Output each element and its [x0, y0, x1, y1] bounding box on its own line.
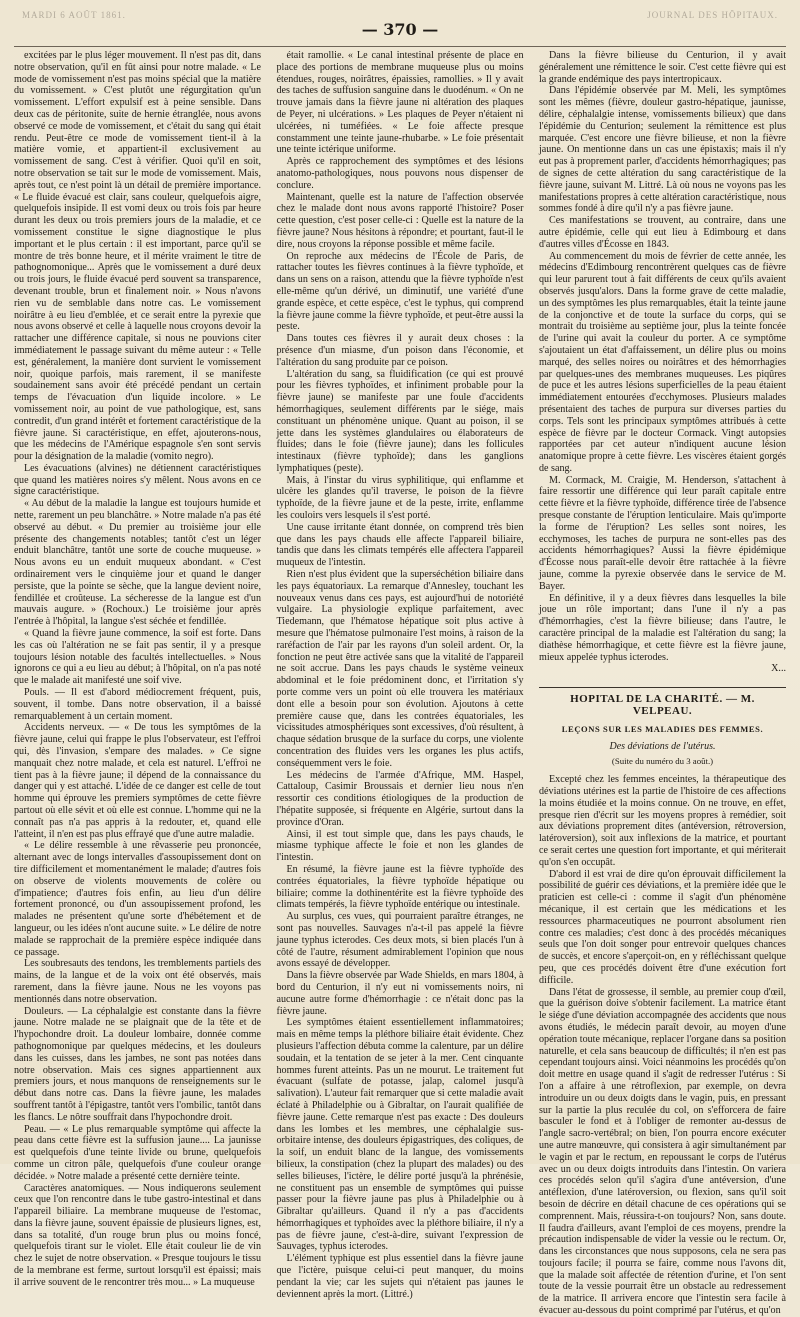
paragraph: Peau. — « Le plus remarquable symptôme qui affecte la peau dans cette fièvre est la suffusion jaune.... La jaunisse est quelquefois d'une teinte livide ou brune, quelquefois comme un citron pâle, quelquefois d'une couleur orange décidée. » Notre malade a présenté cette dernière teinte. [14, 1123, 261, 1182]
paragraph: Ainsi, il est tout simple que, dans les pays chauds, le miasme typhique affecte le foie et non les glandes de l'intestin. [276, 828, 524, 864]
paragraph: Après ce rapprochement des symptômes et des lésions anatomo-pathologiques, nous pouvons nous dispenser de conclure. [276, 156, 524, 191]
paragraph: L'altération du sang, sa fluidification (ce qui est prouvé pour les fièvres typhoïdes, et infiniment probable pour la fièvre jaune) se manifeste par une foule d'accidents hémorrhagiques, seulement différents par le siége, mais constituant un phénomène unique. Quant au poison, il se jette dans les systèmes glandulaires ou élaborateurs de fluides; dans le foie (fièvre jaune); dans les follicules intestinaux (fièvre typhoïde); dans les ganglions lymphatiques (peste). [276, 368, 524, 474]
paragraph: L'élément typhique est plus essentiel dans la fièvre jaune que l'ictère, puisque celui-ci peut manquer, du moins pendant la vie; car les sujets qui n'étaient pas jaunes le deviennent après la mort. (Littré.) [276, 1253, 524, 1300]
paragraph: Dans l'épidémie observée par M. Meli, les symptômes sont les mêmes (fièvre, douleur gastro-hépatique, jaunisse, délire, céphalalgie intense, vomissements bilieux) que dans l'épidémie du Centurion; seulement la rémittence est plus marquée. C'est encore une fièvre bilieuse, et non la fièvre jaune. On mentionne dans un cas une épistaxis; mais il n'y eut pas à proprement parler, d'accidents hémorrhagiques; pas de signes de cette altération du sang caractéristique de la fièvre jaune, suivant M. Littré. Là où nous ne voyons pas les manifestations propres à cette altération caractéristique, nous sommes fondé à dire qu'il n'y a pas fièvre jaune. [539, 85, 786, 215]
paragraph: Caractères anatomiques. — Nous indiquerons seulement ceux que l'on rencontre dans le tube gastro-intestinal et dans l'appareil biliaire. La membrane muqueuse de l'estomac, dans la fièvre jaune, souvent épaissie de plusieurs lignes, est, dans sa totalité, d'un rouge brun plus ou moins foncé, quelquefois tirant sur le violet. Elle était couleur lie de vin chez le sujet de notre observation. « Presque toujours le tissu de la membrane est ferme, surtout lorsqu'il est épaissi; mais il arrive souvent de le rencontrer très mou... » La muqueuse [14, 1182, 261, 1288]
paragraph: « Quand la fièvre jaune commence, la soif est forte. Dans les cas où l'altération ne se fait pas sentir, il y a presque toujours lésion notable des facultés intellectuelles. » Nous ignorons ce qui a eu lieu au début; à l'hôpital, on n'a pas noté que le malade ait manifesté une soif vive. [14, 628, 261, 687]
paragraph: Les médecins de l'armée d'Afrique, MM. Haspel, Cattaloup, Casimir Broussais et dernier lieu nous n'en ressortir ces conditions étiologiques de la production de l'hépatite supposée, si fréquente en Algérie, surtout dans la province d'Oran. [276, 769, 524, 828]
paragraph: Au surplus, ces vues, qui pourraient paraître étranges, ne sont pas nouvelles. Sauvages n'a-t-il pas appelé la fièvre jaune typhus icterodes. Ces deux mots, si bien placés l'un à côté de l'autre, résument admirablement l'opinion que nous avons essayé de développer. [276, 911, 524, 970]
lecture-body [539, 774, 786, 1317]
bleed-through-text: JOURNAL DES HÔPITAUX. [647, 10, 778, 20]
paragraph: On reproche aux médecins de l'École de Paris, de rattacher toutes les fièvres continues à la fièvre typhoïde, et dans un sens on a raison, attendu que la fièvre typhoïde n'est elle-même qu'un dérivé, un diminutif, une variété d'une grande espèce, et cette espèce, c'est le typhus, qui comprend la fièvre jaune comme la fièvre typhoïde, et peut-être aussi la peste. [276, 250, 524, 333]
paragraph: Les évacuations (alvines) ne détiennent caractéristiques que quand les matières noires s'y mêlent. Nous avons en ce signe caractéristique. [14, 462, 261, 498]
paragraph: Excepté chez les femmes enceintes, la thérapeutique des déviations utérines est la partie de l'histoire de ces affections la moins étudiée et la moins connue. On ne trouve, en effet, presque rien d'écrit sur les moyens propres à remédier, soit aux déviations proprement dites (antéversion, rétroversion, latéroversion), soit aux inflexions de la matrice, et pourtant ce serait certes une question fort importante, et qui mériterait qu'on s'en occupât. [539, 774, 786, 868]
header-rule [14, 46, 786, 47]
paragraph: Pouls. — Il est d'abord médiocrement fréquent, puis, souvent, il tombe. Dans notre observation, il a baissé remarquablement à un certain moment. [14, 687, 261, 722]
lecture-topic: Des déviations de l'utérus. [609, 740, 716, 752]
continued-note: (Suite du numéro du 3 août.) [611, 756, 714, 767]
paragraph: D'abord il est vrai de dire qu'on éprouvait difficilement la possibilité de guérir ces déviations, et la première idée que le praticien est celle-ci : comme il s'agit d'un phénomène mécanique, il est certain que les médications et les ressources pharmaceutiques ne pourront absolument rien contre ces maladies; c'est donc à des procédés mécaniques seuls que l'on doit songer pour entrevoir quelques chances de succès, et encore s'aperçoit-on, en y réfléchissant quelque peu, que ces procédés doivent être d'une exécution fort difficile. [539, 868, 786, 986]
paragraph: Rien n'est plus évident que la superséchétion biliaire dans les pays équatoriaux. La remarque d'Annesley, touchant les nouveaux venus dans ces pays, est aujourd'hui de notoriété vulgaire. La physiologie explique parfaitement, avec Tiedemann, que l'hématose hépatique soit plus active à mesure que l'hématose pulmonaire l'est moins, à raison de la raréfaction de l'air par les rayons d'un soleil ardent. Or, la fonction ne peut être activée sans que la vitalité de l'appareil ne soit accrue. Dans les pays chauds le système veineux abdominal et le foie prédominent donc, et l'irritation s'y porte comme vers un point où elle trouvera les matériaux dont elle a besoin pour son évolution. Ajoutons à cette première cause que, dans les contrées équatoriales, les vicissitudes atmosphériques sont excessives, d'où résultent, à chaque sédation brusque de la surface du corps, une violente concentration des fluides vers les organes les plus actifs, conséquemment vers le foie. [276, 569, 524, 769]
paragraph: Accidents nerveux. — « De tous les symptômes de la fièvre jaune, celui qui frappe le plus l'observateur, est l'effroi qui, dès l'invasion, s'empare des malades. » Ce signe manquait chez notre malade, et cela est naturel. L'effroi ne tient pas à la fièvre jaune; il dépend de la connaissance du danger qui y est attaché. L'idée de ce danger est celle de tout homme qui éprouve les premiers symptômes de cette fièvre partout où elle sévit et où elle est connue. L'homme qui ne la connaît pas n'a pas appris à la redouter, et, quand elle l'atteint, il n'en est pas plus effrayé que d'une autre maladie. [14, 722, 261, 840]
section-heading [539, 687, 786, 768]
paragraph: Dans l'état de grossesse, il semble, au premier coup d'œil, que la guérison doive s'obtenir facilement. La matrice étant le siége d'une déviation accompagnée des accidents que nous avons étudiés, le médecin paraît devoir, au moyen d'une opération toute mécanique, replacer l'organe dans sa position naturelle, et cela sans beaucoup de difficultés; il n'en est pas cependant toujours ainsi. Voici néanmoins les procédés qu'on doit mettre en usage quand il s'agit de redresser l'utérus : Si l'on a affaire à une rétroflexion, par exemple, on devra introduire un ou deux doigts dans le vagin, puis, en pressant sur la partie la plus reculée du col, on s'efforcera de faire basculer le fond et à l'obliger de remonter au-dessus de l'angle sacro-vertébral; on bien, l'on pourra encore exécuter une autre manœuvre, qui consistera à agir simultanément par le vagin et par le rectum, en repoussant le corps de l'utérus avec un ou deux doigts introduits dans l'intestin. On variera ces procédés selon qu'il s'agira d'une antéversion, d'une antéflexion, d'une latéroversion, ou flexion, sans qu'il soit besoin de décrire en détail chacune de ces opérations qui se comprennent. Mais, réussira-t-on toujours? Non, sans doute. Il faudra d'ailleurs, avant l'emploi de ces moyens, prendre la précaution indispensable de vider la vessie ou le rectum. Or, dans les circonstances que nous supposons, cela ne sera pas toujours facile; il pourra se faire, comme nous l'avons dit, que la malade soit affectée de rétention d'urine, et l'on sent toute de la vessie pourrait être un obstacle au redressement de la matrice. Il arrivera encore que l'intestin sera facile à évacuer au-dessous du point comprimé par l'utérus, et qu'on [539, 986, 787, 1317]
paragraph: Une cause irritante étant donnée, on comprend très bien que dans les pays chauds elle affecte l'appareil biliaire, tandis que dans les climats tempérés elle affectera l'appareil muqueux de l'intestin. [276, 521, 524, 569]
paragraph: Les symptômes étaient essentiellement inflammatoires; mais en même temps la pléthore biliaire était évidente. Chez plusieurs l'affection débuta comme la calenture, par un délire soudain, et la tentation de se jeter à la mer. Cent cinquante hommes furent atteints. Pas un ne mourut. Le traitement fut évacuant (sulfate de potasse, jalap, calomel jusqu'à salivation). L'auteur fait remarquer que si cette maladie avait éclaté à Philadelphie ou à Gibraltar, on l'aurait qualifiée de fièvre jaune. Cette remarque n'est pas exacte : Des douleurs dans les lombes et les membres, une céphalalgie sus-orbitaire intense, des douleurs épigastriques, des coliques, de la soif, un enduit blanc de la langue, des vomissements bilieux, la constipation (chez la plupart des malades) ou des selles bilieuses, l'ictère, le délire porté jusqu'à la phrénésie, ne constituent pas un ensemble de symptômes qui puisse passer pour la fièvre jaune pas plus à Philadelphie ou à Gibraltar qu'ailleurs. Quand il n'y a pas d'accidents hémorrhagiques et typhoïdes avec la pléthore biliaire, il n'y a pas de fièvre jaune, c'est-à-dire, suivant l'expression de Sauvages, typhus icterodes. [276, 1017, 524, 1253]
paragraph: Dans la fièvre observée par Wade Shields, en mars 1804, à bord du Centurion, il n'y eut ni vomissements noirs, ni aucune autre forme d'hémorrhagie : ce n'était donc pas la fièvre jaune. [276, 970, 524, 1017]
lecture-subtitle: LEÇONS SUR LES MALADIES DES FEMMES. [561, 723, 764, 734]
paragraph: était ramollie. « Le canal intestinal présente de place en place des portions de membrane muqueuse plus ou moins étendues, rouges, noirâtres, épaissies, ramollies. » Il y avait des taches de suffusion sanguine dans le duodénum. « On ne trouve jamais dans la fièvre jaune ni altération des plaques de Peyer, ni ulcérations. » Les plaques de Peyer n'étaient ni ulcérées, ni tuméfiées. « Le foie affecte presque constamment une teinte jaune-rhubarbe. » Le foie présentait une teinte ictérique uniforme. [276, 50, 524, 156]
bleed-through-text: MARDI 6 AOÛT 1861. [22, 10, 126, 20]
paragraph: Dans la fièvre bilieuse du Centurion, il y avait généralement une rémittence le soir. C'est cette fièvre qui est la grande endémique des pays intertropicaux. [539, 50, 786, 85]
page-header [14, 6, 786, 46]
article-signature: X... [771, 663, 786, 675]
paragraph: « Au début de la maladie la langue est toujours humide et nette, rarement un peu blanchâtre. » Notre malade n'a pas été observé au début. « Du premier au troisième jour elle présente des changements notables; tantôt c'est un léger enduit blanchâtre, tantôt une sorte de couche muqueuse. » Nous avons eu un enduit muqueux abondant. « C'est ordinairement vers le cinquième jour et quand le danger persiste, que la pointe se sèche, que la langue devient noire, fendillée et croûteuse. La sécheresse de la langue est d'un mauvais augure. » (Rochoux.) Le troisième jour après l'entrée à l'hôpital, la langue s'est séchée et fendillée. [14, 498, 261, 628]
text-columns [14, 50, 787, 1317]
paragraph: Douleurs. — La céphalalgie est constante dans la fièvre jaune. Notre malade ne se plaignait que de la tête et de l'hypochondre droit. La douleur lombaire, donnée comme pathognomonique par quelques médecins, et les douleurs dans les cuisses, dans les jambes, ne sont pas notées dans notre observation. Mais ces signes appartiennent aux premiers jours, et nous manquons de renseignements sur le début dans notre cas. Dans la fièvre jaune, les malades souffrent tantôt à l'épigastre, tantôt vers l'ombilic, tantôt dans les flancs. Le nôtre souffrait dans l'hypochondre droit. [14, 1005, 261, 1123]
paragraph: M. Cormack, M. Craigie, M. Henderson, s'attachent à faire ressortir une différence qui leur paraît capitale entre cette fièvre et la fièvre typhoïde, différence tirée de l'absence presque constante de l'éruption lenticulaire. Mais qu'importe la forme de l'éruption? Les selles sont noires, les ecchymoses, les taches de purpura ne sont-elles pas des accidents hémorrhagiques? Aussi la fièvre épidémique d'Écosse nous paraît-elle devoir être rattachée à la fièvre jaune, comme la pyrexie observée dans le service de M. Bayer. [539, 474, 786, 592]
column-left [14, 50, 261, 1288]
paragraph: « Le délire ressemble à une rêvasserie peu prononcée, alternant avec de longs intervalles d'assoupissement dont on tire difficilement et momentanément le malade; d'autres fois on observe de violents mouvements de colère ou d'impatience; d'autres fois enfin, au lieu d'un délire fortement prononcé, ou d'un assoupissement profond, les malades ne présentent qu'une sorte d'hébétement et de langueur, ou les idées n'ont aucune suite. » Le délire de notre malade se rapprochait de la première espèce indiquée dans ce passage. [14, 840, 261, 958]
paragraph: Mais, à l'instar du virus syphilitique, qui enflamme et ulcère les glandes qu'il traverse, le poison de la fièvre typhoïde, de la fièvre jaune et de la peste, irrite, enflamme les couloirs vers lesquels il s'est porté. [276, 474, 524, 522]
page-number: — 370 — [361, 20, 439, 39]
paragraph: Dans toutes ces fièvres il y aurait deux choses : la présence d'un miasme, d'un poison dans l'économie, et l'altération du sang produite par ce poison. [276, 333, 524, 368]
paragraph: En résumé, la fièvre jaune est la fièvre typhoïde des contrées équatoriales, la fièvre typhoïde hépatique ou biliaire; comme la dothinentérite est la fièvre typhoïde des climats tempérés, la fièvre typhoïde entérique ou intestinale. [276, 863, 524, 911]
paragraph: En définitive, il y a deux fièvres dans lesquelles la bile joue un rôle important; dans l'une il n'y a pas d'hémorrhagies, c'est la fièvre bilieuse; dans l'autre, le caractère principal de la maladie est l'altération du sang; la diathèse hémorrhagique, et cette fièvre est la fièvre jaune, mieux appelée typhus icterodes. [539, 592, 786, 663]
hospital-title: HOPITAL DE LA CHARITÉ. — M. VELPEAU. [539, 687, 786, 718]
paragraph: excitées par le plus léger mouvement. Il n'est pas dit, dans notre observation, qu'il en fût ainsi pour notre malade. « Le mode de vomissement n'est pas moins spécial que la matière du vomissement. » C'est plutôt une régurgitation qu'un vomissement. L'effort expulsif est à peine sensible. Dans deux cas de péritonite, suite de hernie étranglée, nous avons observé ce mode de vomissement, et c'était du sang qui était rendu. Peut-être ce mode de vomissement tient-il à la matière vomie, et appartient-il exclusivement au vomissement de sang. C'est à vérifier. Quoi qu'il en soit, notre observation se tait sur le mode de vomissement. Mais, après tout, ce n'est point là un détail de première importance. « Le fluide évacué est clair, sans couleur, quelquefois aigre, quelquefois insipide. Il est vomi deux ou trois fois par heure durant les deux ou trois premiers jours de la maladie, et ce vomissement constitue le signe diagnostique le plus important et le plus certain : il est important, parce qu'il se montre de très bonne heure, et il mérite vraiment le titre de pathognomonique... Après que le vomissement a duré deux ou trois jours, le fluide évacué perd souvent sa transparence, devenant trouble, brun et finalement noir. » Nous n'avons rien vu de semblable dans notre cas. Le vomissement noirâtre à eu lieu d'emblée, et ce serait entre la pyrexie que nous avons observé et celle à laquelle nous croyons devoir la rattacher une différence capitale, si nous ne pouvions citer immédiatement le passage suivant du même auteur : « Telle est, généralement, la manière dont survient le vomissement noir, quoique parfois, mais rarement, il se manifeste soudainement sans avoir été précédé pendant un certain temps de l'évacuation d'un liquide incolore. » Le vomissement noir, au point de vue pathologique, est, sans contredit, d'un grand intérêt et fortement caractéristique de la fièvre jaune. Si caractéristique, en effet, ajouterons-nous, que les médecins de l'Amérique espagnole s'en sont servis pour la désignation de la maladie (vomito negro). [14, 50, 261, 463]
paragraph: Ces manifestations se trouvent, au contraire, dans une autre épidémie, celle qui eut lieu à Edimbourg et dans d'autres villes d'Écosse en 1843. [539, 215, 786, 250]
fever-article-end [539, 50, 786, 663]
column-middle [276, 50, 524, 1300]
column-right [539, 50, 787, 1317]
paragraph: Les soubresauts des tendons, les tremblements partiels des mains, de la langue et de la voix ont été observés, mais rarement, dans la fièvre jaune. Nous ne les voyons pas mentionnés dans notre observation. [14, 958, 261, 1005]
paragraph: Au commencement du mois de février de cette année, les médecins d'Edimbourg rencontrèrent quelques cas de fièvre qui leur parurent tout à fait différents de ceux qu'ils avaient observés jusqu'alors. Dans la forme grave de cette maladie, un des symptômes les plus remarquables, était la teinte jaune de la conjonctive et de toute la surface du corps, qui se montrait du troisième au septième jour, plus la teinte foncée de l'urine qui avait la couleur du porter. A ce symptôme s'ajoutaient un état d'affaissement, un délire plus ou moins marqué, des selles noires ou noirâtres et des hémorrhagies par quelques-unes des membranes muqueuses. Les piqûres de puce et les autres lésions superficielles de la peau étaient immédiatement entourées d'ecchymoses. Plusieurs malades présentaient des taches de purpura sur diverses parties du corps. Tels sont les principaux symptômes attribués à cette espèce de fièvre par le docteur Cormack. Vingt autopsies rapportées par cet auteur n'indiquent aucune lésion anatomique propre à cette fièvre. Les viscères étaient gorgés de sang. [539, 250, 786, 474]
paragraph: Maintenant, quelle est la nature de l'affection observée chez le malade dont nous avons rapporté l'histoire? Poser cette question, c'est poser celle-ci : Quelle est la nature de la fièvre jaune? Nous hésitons à répondre; et pourtant, faut-il le dire, nous croyons la réponse possible et même facile. [276, 191, 524, 250]
